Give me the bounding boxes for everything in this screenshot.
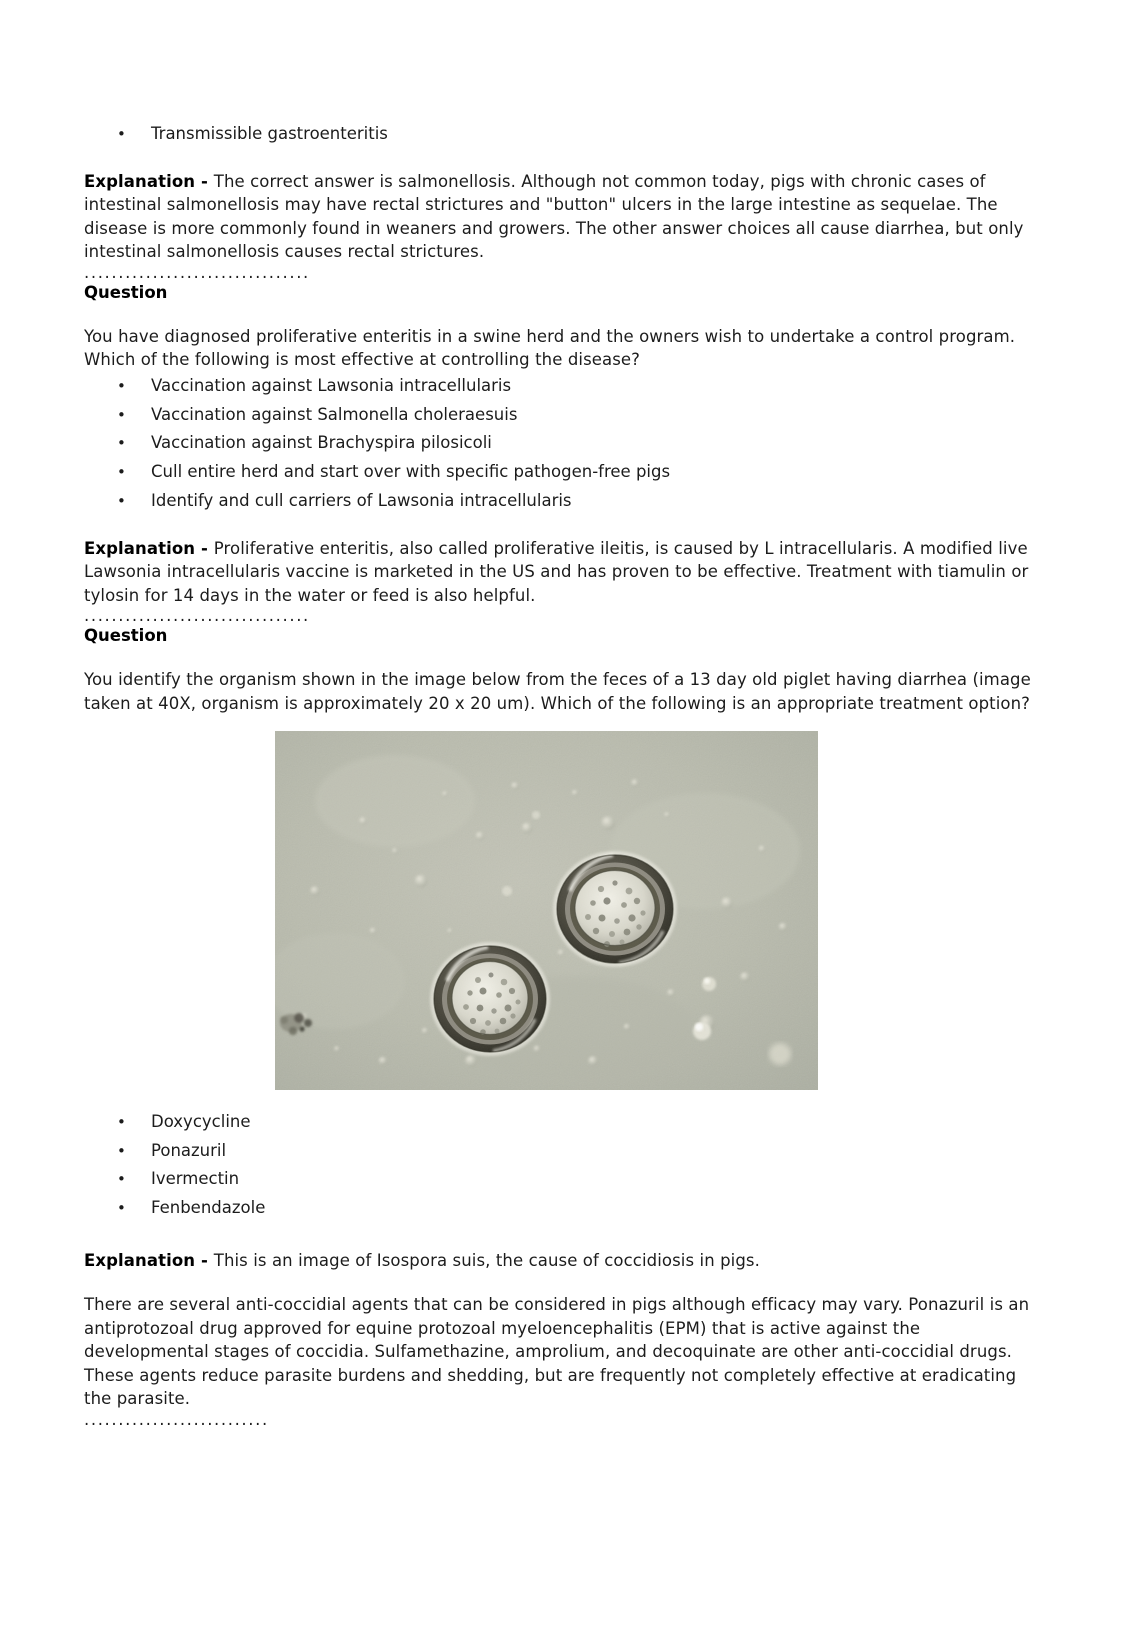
figure-container [84,731,1032,1090]
list-item[interactable] [84,487,1032,516]
list-item[interactable] [84,458,1032,487]
list-item[interactable] [84,1194,1032,1223]
list-item-label: Transmissible gastroenteritis [151,124,388,143]
explanation-label-1: Explanation - [84,171,214,191]
question-stem-1: You have diagnosed proliferative enteritis in a swine herd and the owners wish to undertake a control program. Which of the following is most effective at controlling the disease? [84,326,1016,370]
answer-choice-list-previous [84,120,1032,149]
list-item-label: Vaccination against Brachyspira pilosicoli [151,433,492,453]
answer-choice-list-1 [84,372,1032,516]
list-item-label: Vaccination against Salmonella choleraesuis [151,404,518,424]
explanation-body-3: This is an image of Isospora suis, the cause of coccidiosis in pigs. [213,1250,760,1270]
section-divider-3: ........................... [84,1409,269,1429]
list-item[interactable] [84,120,1032,149]
list-item-label: Fenbendazole [151,1198,266,1218]
explanation-paragraph-3 [84,1249,1032,1273]
micrograph-isospora-suis [275,731,818,1090]
list-item[interactable] [84,372,1032,401]
answer-choice-list-2 [84,1108,1032,1222]
list-item-label: Doxycycline [151,1112,251,1132]
list-item-label: Ponazuril [151,1140,227,1160]
list-item-label: Cull entire herd and start over with specific pathogen-free pigs [151,462,671,482]
list-item[interactable] [84,401,1032,430]
list-item[interactable] [84,429,1032,458]
section-divider-1: ................................. [84,262,310,282]
list-item[interactable] [84,1137,1032,1166]
explanation-label-3: Explanation - [84,1250,214,1270]
list-item-label: Identify and cull carriers of Lawsonia intracellularis [151,490,572,510]
explanation-paragraph-1 [84,170,1032,264]
section-divider-2: ................................. [84,606,310,626]
document-content [84,120,1032,1429]
explanation-paragraph-2 [84,537,1032,608]
explanation-paragraph-3-continued: There are several anti-coccidial agents that can be considered in pigs although efficacy may vary. Ponazuril is an antiprotozoal drug approved for equine protozoal myeloencephalitis (EPM) that is active against the developmental stages of coccidia. Sulfamethazine, amprolium, and decoquinate are other anti-coccidial drugs. These agents reduce parasite burdens and shedding, but are frequently not completely effective at eradicating the parasite. [84,1295,1030,1409]
explanation-body-2: Proliferative enteritis, also called proliferative ileitis, is caused by L intracellularis. A modified live Lawsonia intracellularis vaccine is marketed in the US and has proven to be effective. Treatment with tiamulin or tylosin for 14 days in the water or feed is also helpful. [84,538,1029,605]
list-item[interactable] [84,1108,1032,1137]
question-heading-1: Question [84,282,168,302]
question-heading-2: Question [84,626,168,646]
micrograph-svg [275,731,818,1090]
explanation-body-1: The correct answer is salmonellosis. Although not common today, pigs with chronic cases of intestinal salmonellosis may have rectal strictures and "button" ulcers in the large intestine as sequelae. The disease is more commonly found in weaners and growers. The other answer choices all cause diarrhea, but only intestinal salmonellosis causes rectal strictures. [84,171,1024,262]
list-item[interactable] [84,1165,1032,1194]
explanation-label-2: Explanation - [84,538,214,558]
question-stem-2: You identify the organism shown in the image below from the feces of a 13 day old piglet having diarrhea (image taken at 40X, organism is approximately 20 x 20 um). Which of the following is an appropriate treatment option? [84,670,1031,713]
list-item-label: Vaccination against Lawsonia intracellularis [151,375,512,395]
list-item-label: Ivermectin [151,1169,240,1189]
